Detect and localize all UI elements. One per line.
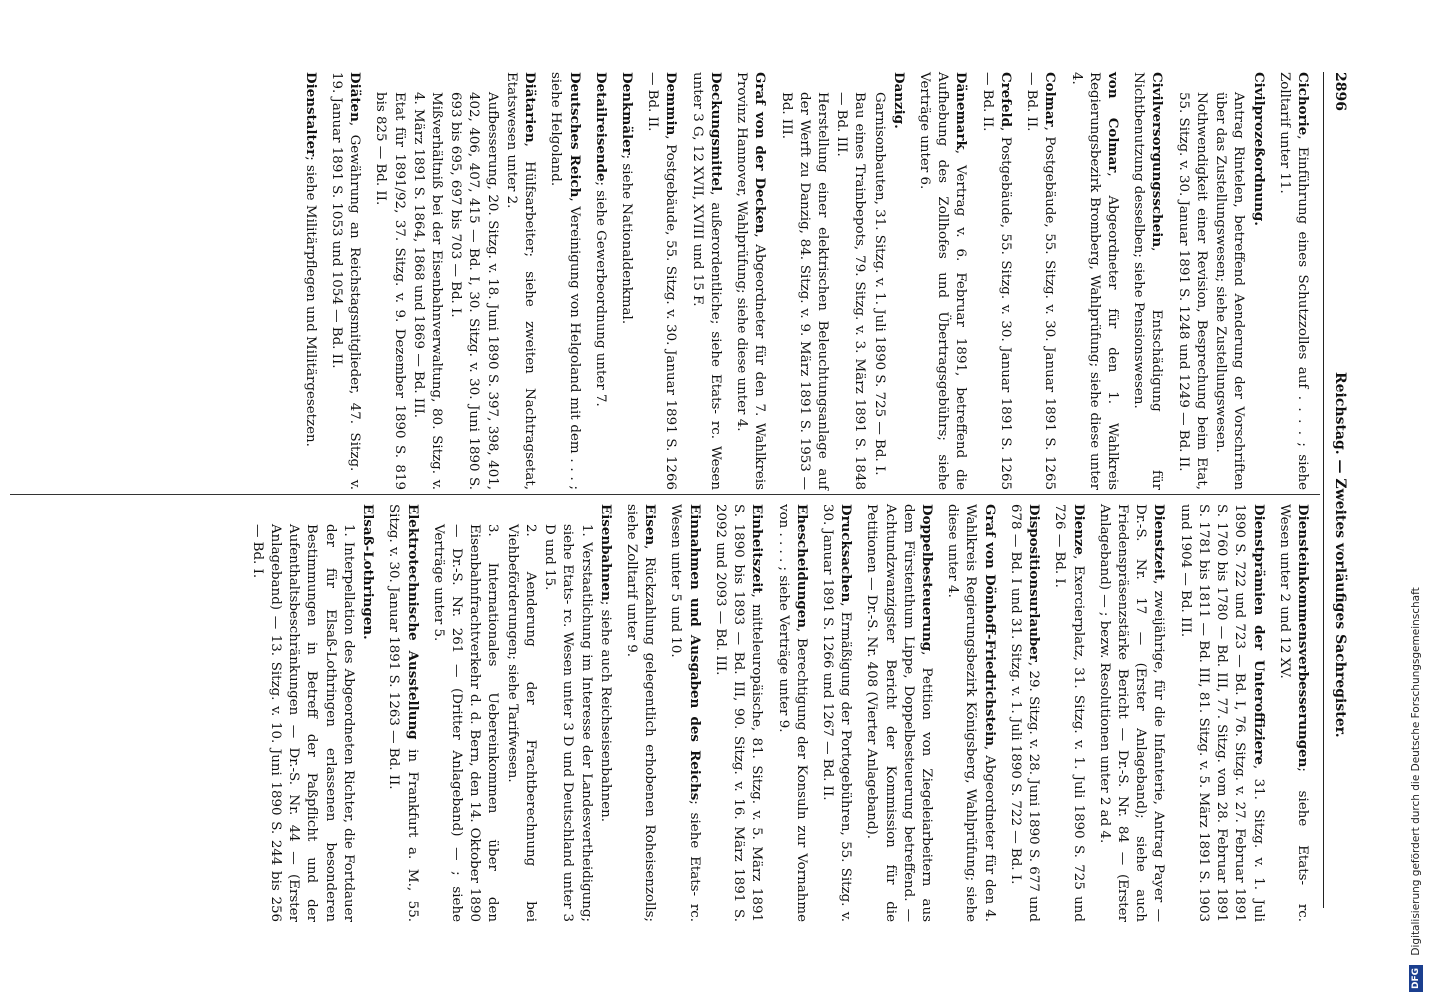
entry-heading: Civilversorgungsschein — [1149, 72, 1166, 248]
entry-heading: Elektrotechnische Ausstellung — [404, 504, 421, 740]
entry-heading: Einnahmen und Ausgaben des Reichs — [686, 504, 703, 801]
entry-heading: Civilprozeßordnung. — [1250, 72, 1267, 226]
entry-heading: Doppelbesteuerung — [919, 504, 936, 652]
header-rule — [1323, 72, 1324, 908]
index-entry — [1050, 504, 1087, 922]
entry-heading: von Colmar — [1105, 72, 1122, 173]
entry-text: ; siehe Militärpflegen und Militärgesetzen. — [302, 156, 318, 447]
index-entry — [384, 504, 421, 922]
entry-subitem: Garnisonbauten, 31. Sitzg. v. 1. Juli 1890 S. 725 — Bd. I. — [871, 92, 887, 476]
entry-heading: Detailreisende — [592, 72, 609, 182]
entry-subitem: Antrag Rintelen, betreffend Aenderung der Vorschriften über das Zustellungswesen; siehe Zustellungswesen. — [1213, 92, 1247, 490]
index-entry — [429, 504, 615, 922]
dfg-logo-icon: DFG — [1409, 965, 1423, 992]
index-entry — [732, 72, 769, 490]
entry-text: , Einführung eines Schutzzolles auf . . . . ; siehe Zolltarif unter 11. — [1276, 72, 1310, 490]
entry-subitem: 1. Interpellation des Abgeordneten Richter, die Fortdauer der für Elsaß-Lothringen erlassenen besonderen Bestimmungen in Betreff der Paßpflicht und der Aufenthaltsbeschränkungen — Dr.-S. Nr. 44 — (Erster Anlageband) — 13. Sitzg. v. 10. Juni 1890 S. 244 bis 256 — Bd. I. — [249, 524, 356, 922]
entry-text: , 29. Sitzg. v. 28. Juni 1890 S. 677 und 678 — Bd. I und 31. Sitzg. v. 1. Juli 1890 S. 722 — Bd. I. — [1007, 504, 1042, 922]
entry-heading: Drucksachen — [838, 504, 855, 603]
entry-text: ; siehe Etats- rc. Wesen unter 5 und 10. — [668, 504, 702, 923]
entry-heading: Diätarien — [522, 72, 539, 143]
index-entry — [327, 72, 364, 490]
entry-text: , Petition von Ziegeleiarbeitern aus dem Fürstenthum Lippe, Doppelbesteuerung betreffend. — Achtundzwanzigster Bericht der Kommission für die Petitionen — Dr.-S. Nr. 408 (Vierter Anlageband). — [864, 504, 935, 922]
index-entry — [1095, 504, 1169, 922]
entry-heading: Deckungsmittel — [707, 72, 724, 192]
entry-heading: Dänemark — [953, 72, 970, 150]
index-entry — [943, 504, 999, 922]
column-divider — [10, 494, 1320, 495]
index-entry — [1022, 72, 1059, 490]
entry-heading: Cichorie — [1295, 72, 1311, 136]
entry-heading: Dienstalter — [302, 72, 319, 157]
index-entry — [546, 72, 583, 490]
entry-heading: Eisen — [642, 504, 659, 546]
right-column — [12, 504, 1312, 922]
entry-heading: Graf von Dönhoff-Friedrichstein — [981, 504, 998, 746]
entry-heading: Deutsches Reich — [566, 72, 583, 198]
entry-heading: Demmin — [663, 72, 680, 136]
credit-text: Digitalisierung gefördert durch die Deutsche Forschungsgemeinschaft — [1410, 587, 1422, 956]
index-entry — [862, 504, 936, 922]
entry-text: , 31. Sitzg. v. 1. Juli 1890 S. 722 und 723 — Bd. I, 76. Sitzg. v. 27. Februar 1891 S. 1760 bis 1780 — Bd. III, 77. Sitzg. vom 28. Februar 1891 S. 1781 bis 1811 — Bd. III, 81. Sitzg. v. 5. März 1891 S. 1903 und 1904 — Bd. III. — [1177, 504, 1266, 922]
entry-heading: Ehescheidungen — [793, 504, 810, 628]
entry-text: , Abgeordneter für den 4. Wahlkreis Regierungsbezirk Königsberg, Wahlprüfung; siehe diese unter 4. — [945, 504, 997, 922]
entry-heading: Graf von der Decken — [752, 72, 769, 234]
entry-heading: Dienstzeit — [1151, 504, 1168, 581]
index-entry — [591, 72, 610, 490]
entry-subitem: 3. Internationales Uebereinkommen über den Eisenbahnfrachtverkehr d. d. Bern, den 14. Oktober 1890 — Dr.-S. Nr. 261 — (Dritter Anlageband) — ; siehe Verträge unter 5. — [430, 524, 501, 922]
entry-text: , außerordentliche; siehe Etats- rc. Wesen unter 3 G, 12 XVII, XVIII und 15 F. — [689, 72, 723, 490]
entry-subitem: 2. Aenderung der Frachtberechnung bei Viehbeförderungen; siehe Tarifwesen. — [504, 524, 538, 922]
entry-subitem: Aufbesserung, 20. Sitzg. v. 18. Juni 1890 S. 397, 398, 401, 402, 406, 407, 415 — Bd. I, 30. Sitzg. v. 30. Juni 1890 S. 693 bis 695, 697 bis 703 — Bd. I. — [448, 92, 500, 490]
entry-text: , mitteleuropäische, 81. Sitzg. v. 5. März 1891 S. 1890 bis 1893 — Bd. III, 90. Sitzg. v. 16. März 1891 S. 2092 und 2093 — Bd. III. — [712, 504, 765, 922]
index-entry — [617, 72, 636, 490]
entry-heading: Dienze — [1070, 504, 1087, 556]
entry-text: , Berechtigung der Konsuln zur Vornahme von . . . . ; siehe Verträge unter 9. — [775, 504, 809, 922]
index-entry — [978, 72, 1015, 490]
index-entry — [1175, 504, 1267, 922]
index-entry — [776, 72, 908, 490]
entry-heading: Dienstprämien der Unteroffiziere — [1250, 504, 1267, 765]
index-entry — [1066, 72, 1122, 490]
index-entry — [371, 72, 539, 490]
entry-text: , Postgebäude, 55. Sitzg. v. 30. Januar 1891 S. 1265 — Bd. II. — [979, 72, 1013, 490]
entry-text: , Rückzahlung gelegentlich erhobenen Roheisenzolls; siehe Zolltarif unter 9. — [624, 504, 658, 922]
entry-text: , Abgeordneter für den 7. Wahlkreis Provinz Hannover, Wahlprüfung; siehe diese unter 4. — [734, 72, 768, 490]
entry-text: , Gewährung an Reichstagsmitglieder, 47. Sitzg. v. 19. Januar 1891 S. 1053 und 1054 — Bd. II. — [328, 72, 363, 490]
entry-text: , Hülfsarbeiter; siehe zweiten Nachtragsetat, Etatswesen unter 2. — [503, 72, 538, 490]
index-entry — [1006, 504, 1043, 922]
entry-heading: Danzig. — [890, 72, 907, 129]
entry-subitem: Bau eines Trainbepots, 79. Sitzg. v. 3. März 1891 S. 1848 — Bd. III. — [834, 92, 868, 490]
index-entry — [1129, 72, 1166, 490]
entry-text: ; siehe Etats- rc. Wesen unter 2 und 12 XV. — [1276, 504, 1310, 922]
entry-subitem: 1. Verstaatlichung im Interesse der Landesvertheidigung; siehe Etats- rc. Wesen unter 3 D und Deutschland unter 3 D und 15. — [542, 524, 594, 922]
entry-heading: Crefeld — [997, 72, 1014, 127]
index-entry — [818, 504, 855, 922]
entry-heading: Einheitszeit — [749, 504, 766, 594]
index-entry — [687, 72, 724, 490]
entry-heading: Denkmäler — [619, 72, 635, 155]
index-entry — [773, 504, 810, 922]
entry-subitem: Nothwendigkeit einer Revision, Besprechung beim Etat, 55. Sitzg. v. 30. Januar 1891 S. 1248 und 1249 — Bd. II. — [1175, 92, 1209, 490]
entry-text: , Vertrag v. 6. Februar 1891, betreffend die Aufhebung des Zollhofes und Übertragsgebührs; siehe Verträge unter 6. — [917, 72, 969, 490]
entry-text: , Entschädigung für Nichtbenutzung desselben; siehe Pensionswesen. — [1131, 72, 1165, 490]
left-column — [12, 72, 1312, 490]
entry-subitem: Herstellung einer elektrischen Beleuchtungsanlage auf der Werft zu Danzig, 84. Sitzg. v. 9. März 1891 S. 1953 — Bd. III. — [778, 92, 830, 490]
index-entry — [915, 72, 971, 490]
entry-text: , Ermäßigung der Portogebühren, 55. Sitzg. v. 30. Januar 1891 S. 1266 und 1267 — Bd. II. — [819, 504, 854, 922]
index-entry — [711, 504, 767, 922]
entry-text: , Abgeordneter für den 1. Wahlkreis Regierungsbezirk Bromberg, Wahlprüfung; siehe diese unter 4. — [1068, 72, 1121, 491]
index-entry — [666, 504, 703, 922]
index-entry — [1275, 72, 1312, 490]
entry-text: , Postgebäude, 55. Sitzg. v. 30. Januar 1891 S. 1265 — Bd. II. — [1024, 72, 1058, 490]
entry-heading: Eisenbahnen — [597, 504, 614, 601]
entry-subitem: Mißverhältniß bei der Eisenbahnverwaltung, 80. Sitzg. v. 4. März 1891 S. 1864, 1868 und 1869 — Bd. III. — [410, 92, 445, 490]
entry-subitem: Etat für 1891/92, 37. Sitzg. v. 9. Dezember 1890 S. 819 bis 825 — Bd. II. — [373, 92, 407, 490]
index-entry — [622, 504, 659, 922]
index-entry — [1173, 72, 1267, 490]
page-number: 2896 — [1332, 72, 1348, 111]
entry-text: , Postgebäude, 55. Sitzg. v. 30. Januar 1891 S. 1266 — Bd. II. — [645, 72, 679, 490]
running-title: Reichstag. — Zweites vorläufiges Sachregister. — [1332, 372, 1348, 738]
entry-text: in Frankfurt a. M., 55. Sitzg. v. 30. Januar 1891 S. 1263 — Bd. II. — [386, 504, 420, 922]
entry-heading: Dispositionsurlauber — [1026, 504, 1043, 662]
entry-text: , Exercierplatz, 31. Sitzg. v. 1. Juli 1890 S. 725 und 726 — Bd. I. — [1052, 504, 1086, 922]
entry-heading: Colmar — [1042, 72, 1059, 127]
entry-text: ; siehe Gewerbeordnung unter 7. — [592, 181, 608, 407]
digitization-credit — [1404, 0, 1428, 1000]
entry-text: , zweijährige, für die Infanterie, Antrag Payer — Dr.-S. Nr. 17 — (Erster Anlageband); siehe auch Friedenspräsenzstärke Bericht — Dr.-S. Nr. 84 — (Erster Anlageband) — ; bezw. Resolutionen unter 2 ad 4. — [1096, 504, 1167, 922]
entry-text: ; siehe Nationaldenkmal. — [619, 154, 634, 325]
index-entry — [643, 72, 680, 490]
index-entry — [301, 72, 320, 490]
index-entry — [1275, 504, 1312, 922]
entry-text: ; siehe auch Reichseisenbahnen. — [597, 600, 613, 823]
page-header — [1326, 72, 1348, 908]
entry-heading: Diäten — [347, 72, 364, 122]
entry-text: , Vereinigung von Helgoland mit dem . . . ; siehe Helgoland. — [548, 72, 582, 491]
entry-heading: Diensteinkommensverbesserungen — [1295, 504, 1311, 768]
index-entry — [248, 504, 378, 922]
entry-heading: Elsaß-Lothringen. — [360, 504, 377, 640]
